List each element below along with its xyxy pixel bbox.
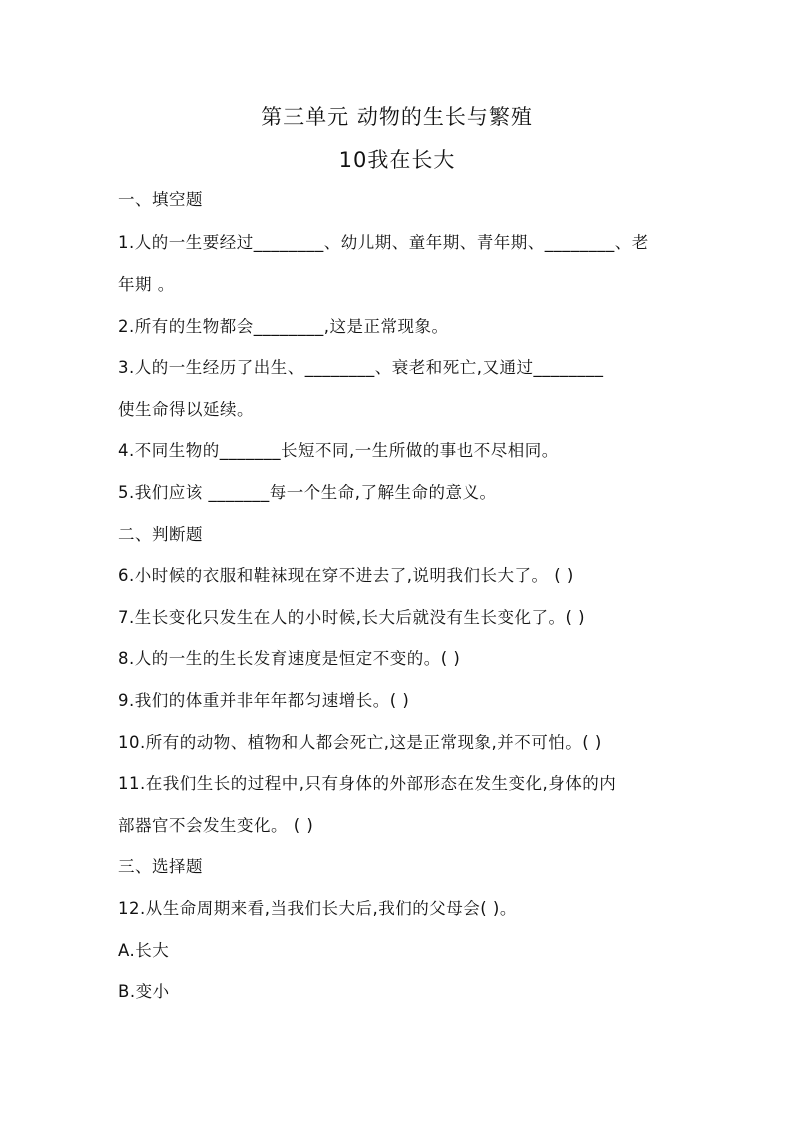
question-1-line-1: 1.人的一生要经过________、幼儿期、童年期、青年期、________、老 xyxy=(118,233,649,252)
question-9: 9.我们的体重并非年年都匀速增长。( ) xyxy=(118,691,410,710)
question-3-line-2: 使生命得以延续。 xyxy=(118,400,254,419)
section-heading-true-false: 二、判断题 xyxy=(118,525,203,544)
question-11-line-2: 部器官不会发生变化。 ( ) xyxy=(118,816,314,835)
question-2: 2.所有的生物都会________,这是正常现象。 xyxy=(118,317,449,336)
question-4: 4.不同生物的_______长短不同,一生所做的事也不尽相同。 xyxy=(118,441,559,460)
question-6: 6.小时候的衣服和鞋袜现在穿不进去了,说明我们长大了。 ( ) xyxy=(118,566,574,585)
question-8: 8.人的一生的生长发育速度是恒定不变的。( ) xyxy=(118,649,461,668)
question-12-option-a: A.长大 xyxy=(118,941,170,960)
question-11-line-1: 11.在我们生长的过程中,只有身体的外部形态在发生变化,身体的内 xyxy=(118,774,617,793)
question-1-line-2: 年期 。 xyxy=(118,275,175,294)
section-heading-multiple-choice: 三、选择题 xyxy=(118,857,203,876)
unit-title: 第三单元 动物的生长与繁殖 xyxy=(261,105,533,129)
question-10: 10.所有的动物、植物和人都会死亡,这是正常现象,并不可怕。( ) xyxy=(118,733,602,752)
question-7: 7.生长变化只发生在人的小时候,长大后就没有生长变化了。( ) xyxy=(118,608,586,627)
question-3-line-1: 3.人的一生经历了出生、________、衰老和死亡,又通过________ xyxy=(118,358,604,377)
question-12: 12.从生命周期来看,当我们长大后,我们的父母会( )。 xyxy=(118,899,517,918)
question-12-option-b: B.变小 xyxy=(118,982,170,1001)
question-5: 5.我们应该 _______每一个生命,了解生命的意义。 xyxy=(118,483,497,502)
lesson-title: 10我在长大 xyxy=(338,148,456,172)
section-heading-fill-in: 一、填空题 xyxy=(118,190,203,209)
